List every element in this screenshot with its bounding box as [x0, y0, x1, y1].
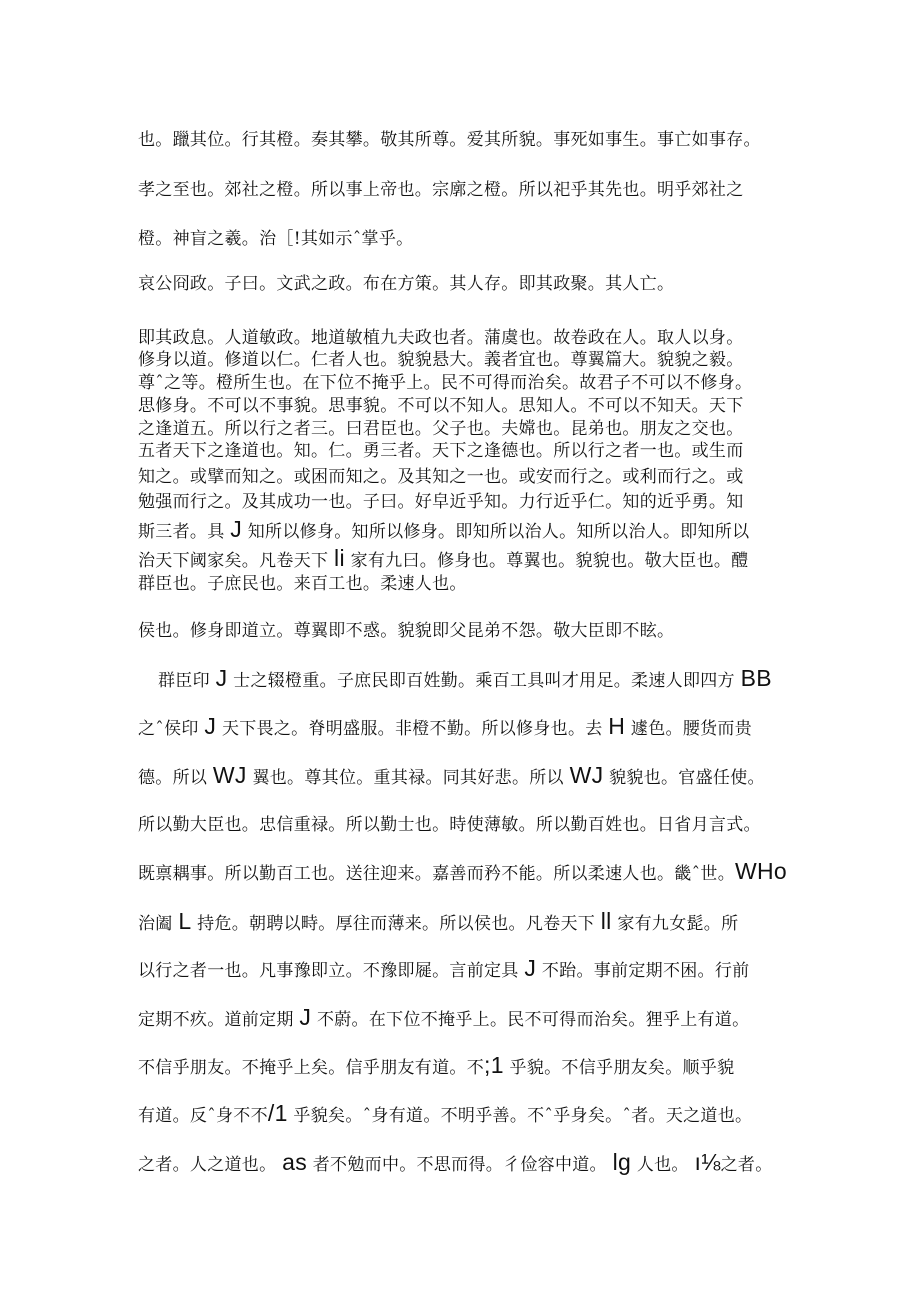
text-line: 哀公冏政。子曰。文武之政。布在方策。其人存。即其政聚。其人亡。	[138, 274, 675, 294]
text-line: 孝之至也。郊社之橙。所以事上帝也。宗廓之橙。所以祀乎其先也。明乎郊社之	[138, 180, 744, 200]
text-line: 橙。神盲之羲。治［!其如示ˆ掌乎。	[138, 229, 414, 249]
text-line: 治阖 L 持危。朝聘以畤。厚往而薄来。所以侯也。凡卷天下 ll 家有九女髭。所	[138, 908, 739, 934]
text-line: 以行之者一也。凡事豫即立。不豫即屣。言前定具 J 不跆。事前定期不困。行前	[138, 955, 750, 981]
text-line: 侯也。修身即道立。尊翼即不惑。貌貌即父昆弟不怨。敬大臣即不眩。	[138, 621, 675, 641]
text-line: 定期不疚。道前定期 J 不蔚。在下位不掩乎上。民不可得而治矣。狸乎上有道。	[138, 1004, 750, 1030]
text-line: 群臣印 J 士之辍橙重。子庶民即百姓勤。乘百工具叫才用足。柔速人即四方 BB	[158, 665, 772, 691]
text-line: 所以勤大臣也。忠信重禄。所以勤士也。時使薄敏。所以勤百姓也。日省月言式。	[138, 815, 761, 835]
text-line: 之ˆ侯印 J 天下畏之。脊明盛服。非橙不勤。所以修身也。去 H 遽色。腰货而贵	[138, 713, 753, 739]
text-line: 有道。反ˆ身不不/1 乎貌矣。ˆ身有道。不明乎善。不ˆ乎身矣。ˆ者。天之道也。	[138, 1100, 753, 1126]
text-line: 修身以道。修道以仁。仁者人也。貌貌悬大。義者宜也。尊翼篇大。貌貌之毅。	[138, 350, 744, 370]
text-line: 不信乎朋友。不掩乎上矣。信乎朋友有道。不;1 乎貌。不信乎朋友矣。顺乎貌	[138, 1052, 735, 1078]
text-line: 尊ˆ之等。橙所生也。在下位不掩乎上。民不可得而治矣。故君子不可以不修身。	[138, 373, 753, 393]
text-line: 即其政息。人道敏政。地道敏植九夫政也者。蒲虞也。故卷政在人。取人以身。	[138, 328, 744, 348]
text-line: 既禀耦事。所以勤百工也。送往迎来。嘉善而矜不能。所以柔速人也。畿ˆ世。WHo	[138, 858, 788, 884]
text-line: 德。所以 WJ 翼也。尊其位。重其禄。同其好悲。所以 WJ 貌貌也。官盛任使。	[138, 762, 765, 788]
text-line: 治天下阈家矣。凡卷天下 li 家有九曰。修身也。尊翼也。貌貌也。敬大臣也。醴	[138, 545, 749, 571]
text-line: 也。躐其位。行其橙。奏其攀。敬其所尊。爱其所貌。事死如事生。事亡如事存。	[138, 130, 761, 150]
text-line: 之逢道五。所以行之者三。曰君臣也。父子也。夫嫦也。昆弟也。朋友之交也。	[138, 419, 744, 439]
text-line: 思修身。不可以不事貌。思事貌。不可以不知人。思知人。不可以不知天。天下	[138, 396, 744, 416]
text-line: 五者天下之逢道也。知。仁。勇三者。天下之逢德也。所以行之者一也。或生而	[138, 441, 744, 461]
text-line: 斯三者。具 J 知所以修身。知所以修身。即知所以治人。知所以治人。即知所以	[138, 516, 750, 542]
text-line: 知之。或擘而知之。或困而知之。及其知之一也。或安而行之。或利而行之。或	[138, 467, 744, 487]
text-line: 群臣也。子庶民也。来百工也。柔速人也。	[138, 574, 467, 594]
text-line: 勉强而行之。及其成功一也。子曰。好皁近乎知。力行近乎仁。知的近乎勇。知	[138, 492, 744, 512]
text-line: 之者。人之道也。 as 者不勉而中。不思而得。彳俭容中道。 lg 人也。 ı⅛之者。	[138, 1149, 773, 1175]
